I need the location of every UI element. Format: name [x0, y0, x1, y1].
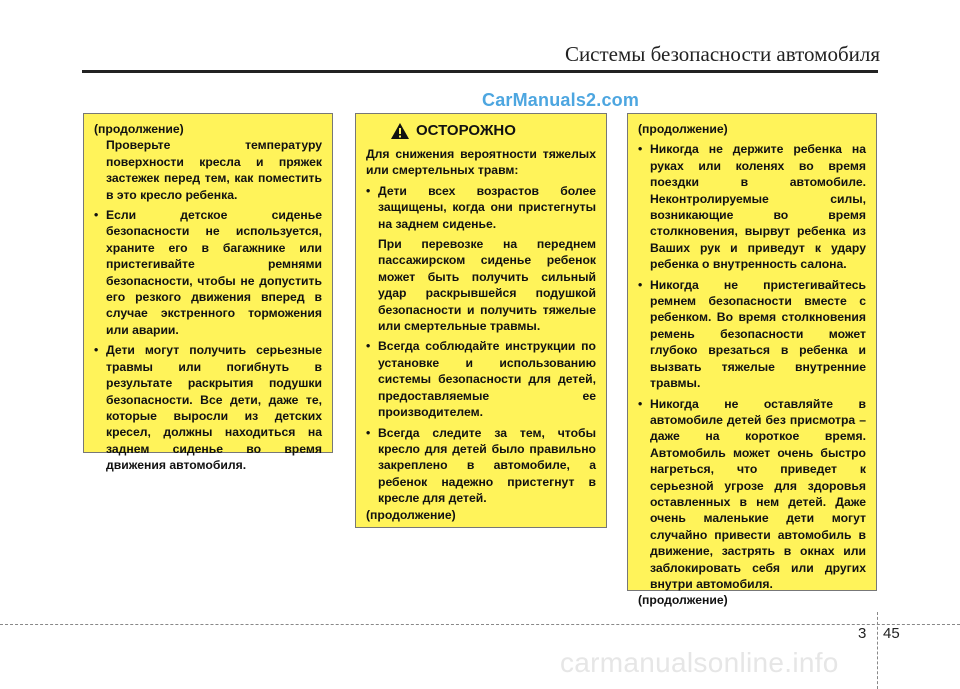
page-number: 45: [883, 625, 900, 642]
bullet-item: [366, 338, 596, 420]
bullet-text: Дети всех возрастов более защищены, когда они пристегнуты на заднем сиденье.: [378, 183, 596, 231]
warning-box: [355, 113, 607, 528]
bullet-dot: •: [638, 396, 643, 411]
warning-title: ОСТОРОЖНО: [416, 121, 516, 139]
bullet-text: Всегда соблюдайте инструкции по установке и использованию системы безопасности для детей, предоставляемые ее производителем.: [378, 339, 596, 420]
footer-vertical-rule: [877, 612, 878, 689]
bullet-item: [638, 277, 866, 392]
bullet-dot: •: [94, 343, 99, 358]
bullet-item: [366, 183, 596, 335]
bullet-item: [638, 141, 866, 272]
bullet-dot: •: [366, 339, 371, 354]
warning-heading: [390, 122, 596, 140]
continuation-label: (продолжение): [94, 122, 184, 136]
bullet-item: [366, 425, 596, 507]
bullet-text: Никогда не держите ребенка на руках или коленях во время поездки в автомобиле. Неконтролируемые силы, возникающие во время столкновения, вырвут ребенка из Ваших рук и приведут к удару ребенка о внутренность салона.: [650, 142, 866, 272]
warning-triangle-icon: [390, 122, 410, 140]
warning-intro: Для снижения вероятности тяжелых или смертельных травм:: [366, 147, 596, 178]
bullet-text: Никогда не пристегивайтесь ремнем безопасности вместе с ребенком. Во время столкновения ремень безопасности может глубоко врезаться в ребенка и вызвать тяжелые внутренние травмы.: [650, 277, 866, 391]
continuation-box-right: [627, 113, 877, 608]
watermark-bottom: carmanualsonline.info: [560, 647, 839, 678]
bullet-text: Никогда не оставляйте в автомобиле детей без присмотра – даже на короткое время. Автомобиль может очень быстро нагреться, что приведет к серьезной угрозе для здоровья оставленных в нем детей. Даже очень маленькие дети могут случайно привести автомобиль в движение, застрять в окнах или заблокировать себя или других внутри автомобиля.: [650, 396, 866, 591]
bullet-item: [94, 207, 322, 338]
bullet-text: Всегда следите за тем, чтобы кресло для детей было правильно закреплено в автомобиле, а ребенок надежно пристегнут в кресле для детей.: [378, 425, 596, 506]
intro-paragraph: Проверьте температуру поверхности кресла и пряжек застежек перед тем, как поместить в это кресло ребенка.: [106, 138, 322, 202]
header-rule: [82, 70, 878, 73]
chapter-number: 3: [858, 625, 867, 642]
bullet-dot: •: [366, 425, 371, 440]
continuation-end: (продолжение): [366, 507, 456, 522]
page-header-title: Системы безопасности автомобиля: [564, 42, 880, 66]
bullet-dot: •: [638, 142, 643, 157]
watermark-top: CarManuals2.com: [482, 90, 640, 110]
bullet-dot: •: [638, 277, 643, 292]
bullet-sub-paragraph: При перевозке на переднем пассажирском сиденье ребенок может быть получить сильный удар раскрывшейся подушкой безопасности и получить тяжелые или смертельные травмы.: [378, 237, 596, 334]
continuation-label: (продолжение): [638, 122, 728, 136]
bullet-item: [638, 396, 866, 593]
bullet-text: Если детское сиденье безопасности не используется, храните его в багажнике или пристегивайте ремнями безопасности, чтобы не допустить его резкого движения вперед в случае экстренного торможения или аварии.: [106, 208, 322, 337]
bullet-dot: •: [366, 183, 371, 198]
continuation-box-left: [83, 113, 333, 473]
bullet-item: [94, 342, 322, 473]
footer-dashed-rule: [0, 624, 960, 625]
continuation-end: (продолжение): [638, 593, 728, 608]
bullet-text: Дети могут получить серьезные травмы или погибнуть в результате раскрытия подушки безопасности. Все дети, даже те, которые выросли из детских кресел, должны находиться на заднем сиденье во время движения автомобиля.: [106, 343, 322, 473]
bullet-dot: •: [94, 208, 99, 223]
